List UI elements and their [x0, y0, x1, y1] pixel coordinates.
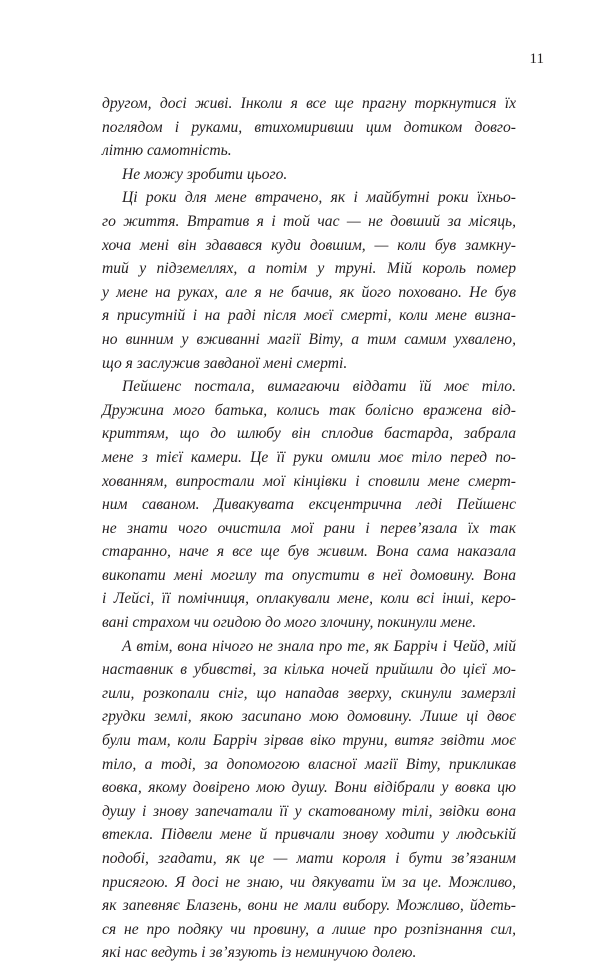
text-line: ся не про подяку чи провину, а лише про розпізнання сил, [102, 920, 516, 938]
page-number: 11 [529, 51, 544, 67]
text-line: які нас ведуть і зв’язують із неминучою долею. [102, 944, 417, 962]
text-line: Пейшенс постала, вимагаючи віддати їй моє тіло. [122, 378, 516, 396]
text-line: присягою. Я досі не знаю, чи дякувати їм за це. Можливо, [102, 873, 516, 891]
text-line: не знати чого очистила мої рани і перев’язала їх так [102, 519, 516, 537]
text-line: го життя. Втратив я і той час — не довший за місяць, [102, 212, 516, 230]
text-line: ним саваном. Дивакувата ексцентрична леді Пейшенс [102, 496, 516, 514]
text-line: мене з тієї камери. Це її руки омили моє тіло перед по- [102, 448, 516, 466]
text-line: грудки землі, якою засипано мою домовину. Лише ці двоє [102, 708, 516, 726]
text-line: душу і знову запечатали її у скатованому тілі, звідки вона [102, 802, 516, 820]
text-line: що я заслужив завданої мені смерті. [102, 354, 348, 372]
text-line: гили, розкопали сніг, що нападав зверху, скинули замерзлі [102, 684, 516, 702]
text-line: у мене на руках, але я не бачив, як його поховано. Не був [102, 283, 516, 301]
text-line: і Лейсі, її помічниця, оплакували мене, коли всі інші, керо- [102, 590, 516, 608]
text-line: подобі, згадати, як це — мати короля і бути зв’язаним [102, 850, 516, 867]
text-line: старанно, наче я все ще був живим. Вона сама наказала [102, 543, 516, 561]
text-line: другом, досі живі. Інколи я все ще прагну торкнутися їх [102, 95, 516, 112]
text-line: викопати мені могилу та опустити в неї домовину. Вона [102, 566, 516, 584]
text-line: наставник в убивстві, за кілька ночей прийшли до цієї мо- [102, 661, 516, 679]
text-line: криттям, що до шлюбу він сплодив бастарда, забрала [102, 425, 516, 443]
text-line: вовка, якому довірено мою душу. Вони відібрали у вовка цю [102, 779, 516, 797]
text-line: як запевняє Блазень, вони не мали вибору. Можливо, йдеть- [102, 897, 516, 915]
text-line: вані страхом чи огидою до мого злочину, покинули мене. [102, 614, 477, 632]
text-line: тий у підземеллях, а потім у труні. Мій король помер [102, 260, 516, 278]
text-line: но винним у вживанні магії Віту, а тим самим ухвалено, [102, 330, 516, 348]
text-line: тіло, а тоді, за допомогою власної магії Віту, прикликав [102, 755, 516, 773]
text-line: Не можу зробити цього. [122, 165, 288, 183]
text-line: втекла. Підвели мене й привчали знову ходити у людській [102, 826, 516, 844]
text-line: я присутній і на раді після моєї смерті, коли мене визна- [102, 307, 516, 325]
text-line: А втім, вона нічого не знала про те, як Барріч і Чейд, мій [122, 637, 516, 655]
text-line: поглядом і руками, втихомиривши цим дотиком довго- [102, 118, 516, 136]
text-line: хованням, випростали мої кінцівки і сповили мене смерт- [102, 472, 516, 490]
text-line: Ці роки для мене втрачено, як і майбутні роки їхньо- [122, 189, 516, 207]
text-line: були там, коли Барріч зірвав віко труни, витяг звідти моє [102, 732, 516, 750]
text-line: літню самотність. [102, 142, 232, 160]
body-text [102, 92, 516, 965]
text-line: Дружина мого батька, колись так болісно вражена від- [102, 401, 516, 419]
text-line: хоча мені він здавався куди довшим, — коли був замкну- [102, 236, 516, 254]
